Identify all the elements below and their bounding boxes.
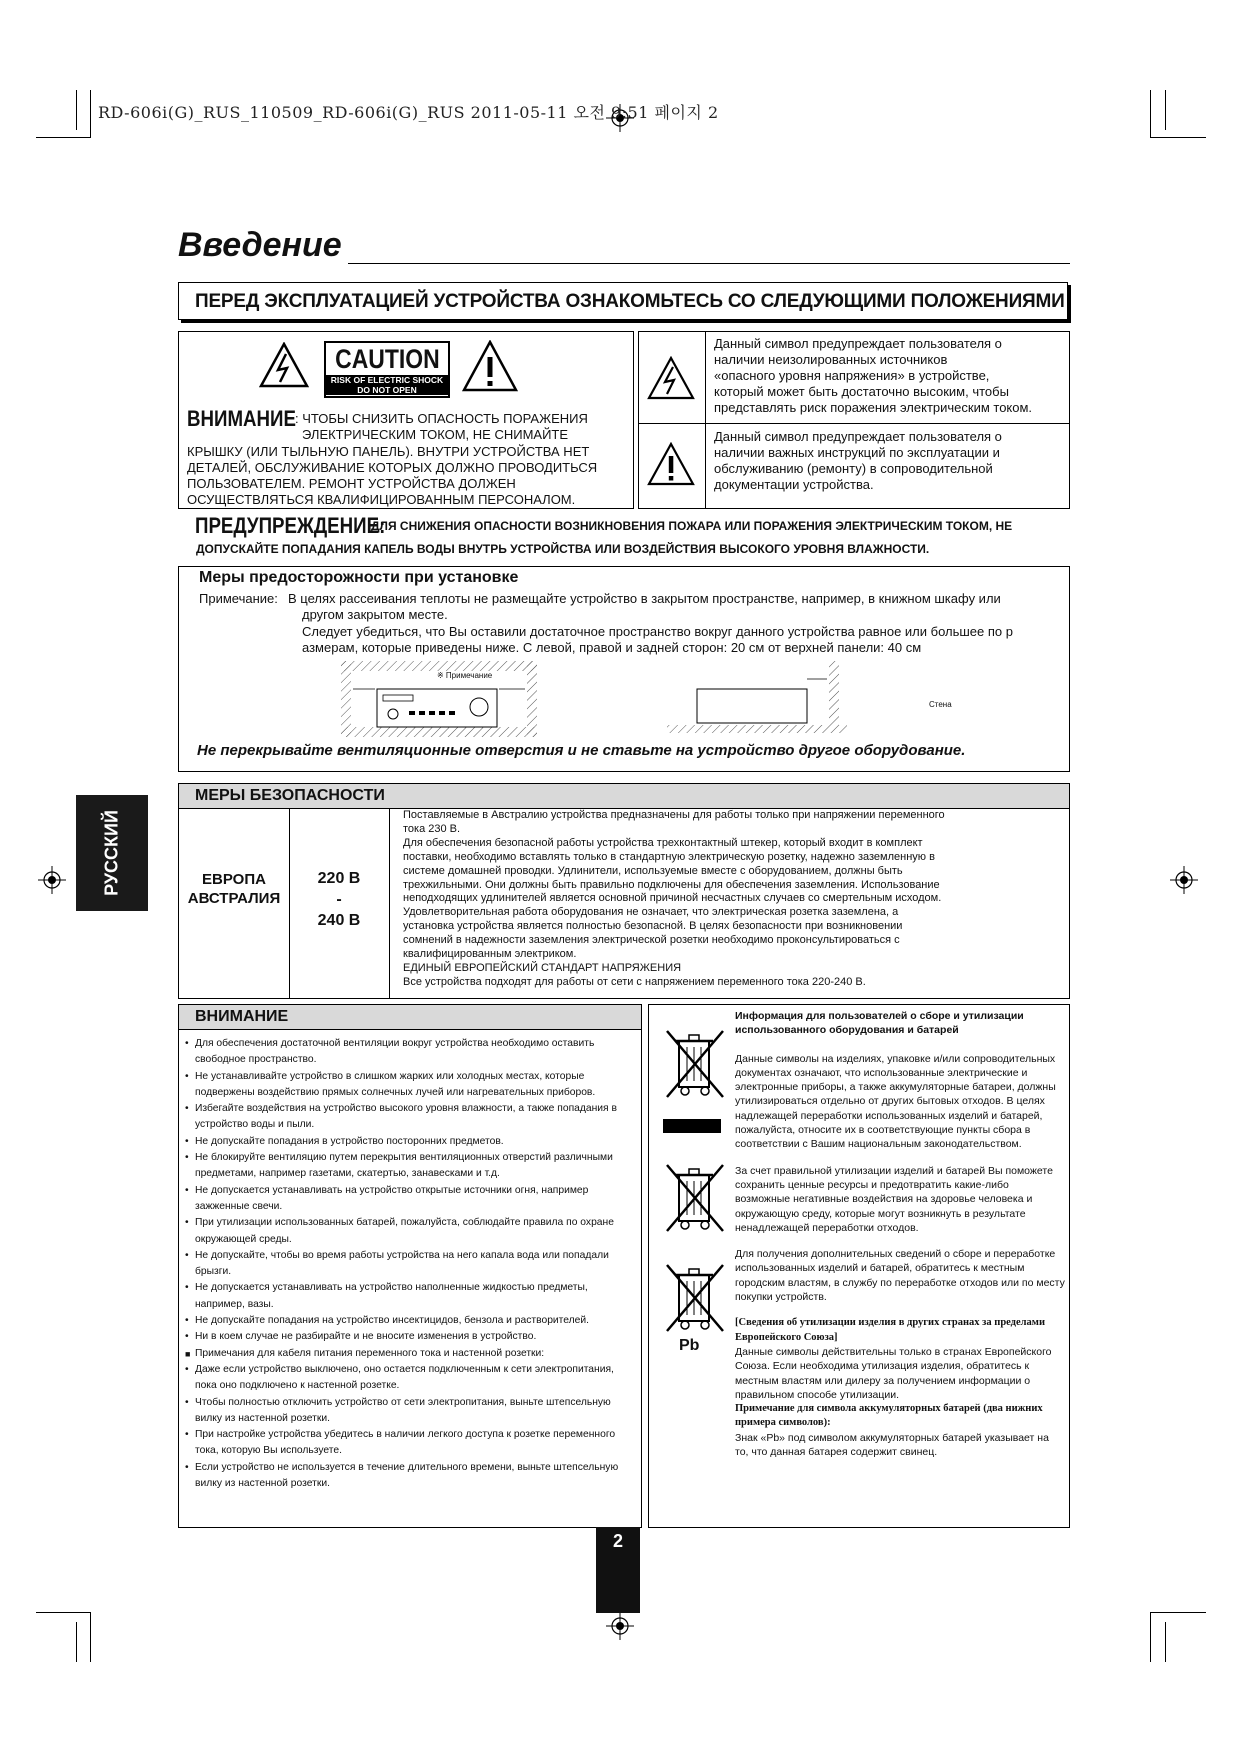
notice-banner-text: ПЕРЕД ЭКСПЛУАТАЦИЕЙ УСТРОЙСТВА ОЗНАКОМЬТЕСЬ СО СЛЕДУЮЩИМИ ПОЛОЖЕНИЯМИ <box>195 291 1065 312</box>
list-item: • Не устанавливайте устройство в слишком жарких или холодных местах, которые подвержены воздействию прямых солнечных лучей или нагревательных приборов. <box>185 1069 633 1102</box>
safety-line: трехжильными. Они должны быть правильно подключены для обеспечения заземления. Использование <box>403 878 940 891</box>
list-item: • Для обеспечения достаточной вентиляции вокруг устройства необходимо оставить свободное пространство. <box>185 1036 633 1069</box>
list-item: • Избегайте воздействия на устройство высокого уровня влажности, а также попадания в устройство воды и пыли. <box>185 1101 633 1134</box>
safety-col-divider-2 <box>389 808 390 998</box>
page-number: 2 <box>612 1531 623 1551</box>
warning-text-1: ДЛЯ СНИЖЕНИЯ ОПАСНОСТИ ВОЗНИКНОВЕНИЯ ПОЖАРА ИЛИ ПОРАЖЕНИЯ ЭЛЕКТРИЧЕСКИМ ТОКОМ, НЕ <box>371 519 1013 533</box>
list-item: • При настройке устройства убедитесь в наличии легкого доступа к розетке переменного тока, которую Вы используете. <box>185 1427 633 1460</box>
crop-mark <box>76 90 77 130</box>
voltage-min: 220 В <box>317 870 361 887</box>
pb-symbol: Pb <box>679 1337 700 1354</box>
safety-line: поставки, необходимо вставлять только в стандартную электрическую розетку, надежно заземленную в <box>403 850 935 863</box>
disposal-title-1: Информация для пользователей о сборе и утилизации <box>735 1010 1024 1022</box>
list-item: • Даже если устройство выключено, оно остается подключенным к сети электропитания, пока оно подключено к настенной розетке. <box>185 1362 633 1395</box>
symbol2-line: Данный символ предупреждает пользователя о <box>714 429 1002 444</box>
language-side-tab <box>76 795 148 911</box>
list-item: • Не блокируйте вентиляцию путем перекрытия вентиляционных отверстий различными предметами, например газетами, скатертью, занавесками и т.д. <box>185 1150 633 1183</box>
caution-box <box>178 331 634 509</box>
crop-mark <box>90 1612 91 1662</box>
caution-line-2: ЭЛЕКТРИЧЕСКИМ ТОКОМ, НЕ СНИМАЙТЕ <box>302 427 569 442</box>
symbol1-line: «опасного уровня напряжения» в устройстве, <box>714 368 990 383</box>
wall-label: Стена <box>929 700 952 709</box>
safety-line: сомнений в надежности заземления электрической розетки необходимо проконсультироваться с <box>403 934 900 947</box>
crop-mark <box>1150 90 1151 138</box>
crop-mark <box>76 1622 77 1662</box>
registration-mark-icon <box>606 1612 634 1640</box>
disposal-p4-head: [Сведения об утилизации изделия в других странах за пределами Европейского Союза] <box>735 1317 1045 1343</box>
language-label: РУССКИЙ <box>101 810 122 896</box>
install-note-label: Примечание: <box>199 591 278 606</box>
symbol2-line: наличии важных инструкций по эксплуатации и <box>714 445 1000 460</box>
symbol1-line: который может быть достаточно высоким, чтобы <box>714 384 1009 399</box>
caution-line-5: ПОЛЬЗОВАТЕЛЕМ. РЕМОНТ УСТРОЙСТВА ДОЛЖЕН <box>187 476 516 491</box>
caution-line-3: КРЫШКУ (ИЛИ ТЫЛЬНУЮ ПАНЕЛЬ). ВНУТРИ УСТРОЙСТВА НЕТ <box>187 444 590 459</box>
caution-sub-1: RISK OF ELECTRIC SHOCK <box>326 375 448 385</box>
disposal-p1: Данные символы на изделиях, упаковке и/или сопроводительных документах означают, что использованные электрические и электронные приборы, а также аккумуляторные батареи, должны утилизироваться отдельно от других бытовых отходов. В целях надлежащей переработки использованных изделий и батарей, пожалуйста, относите их в соответствующие пункты сбора в соответствии с Вашим национальным законодательством. <box>735 1052 1056 1151</box>
crossed-bin-icon <box>663 1161 727 1235</box>
caution-sub-2: DO NOT OPEN <box>326 385 448 395</box>
wall-diagram <box>667 659 867 739</box>
disposal-p2: За счет правильной утилизации изделий и батарей Вы поможете сохранить ценные ресурсы и предотвратить какие-либо возможные негативные воздействия на здоровье человека и окружающую среду, которые могут возникнуть в результате ненадлежащей переработки отходов. <box>735 1164 1053 1234</box>
install-footer: Не перекрывайте вентиляционные отверстия и не ставьте на устройство другое оборудование. <box>197 742 966 759</box>
safety-header <box>179 784 1069 809</box>
exclamation-warning-icon <box>647 442 695 486</box>
disposal-title-2: использованного оборудования и батарей <box>735 1024 959 1037</box>
list-item: • Не допускайте попадания в устройство посторонних предметов. <box>185 1134 633 1150</box>
safety-line: ЕДИНЫЙ ЕВРОПЕЙСКИЙ СТАНДАРТ НАПРЯЖЕНИЯ <box>403 961 682 974</box>
caution-label <box>324 341 450 398</box>
safety-line: системе домашней проводки. Удлинители, используемые вместе с оборудованием, должны быть <box>403 864 903 877</box>
warning-text-2: ДОПУСКАЙТЕ ПОПАДАНИЯ КАПЕЛЬ ВОДЫ ВНУТРЬ УСТРОЙСТВА ИЛИ ВОЗДЕЙСТВИЯ ВЫСОКОГО УРОВНЯ ВЛАЖНОСТИ. <box>196 542 930 556</box>
exclamation-warning-icon <box>462 340 518 392</box>
safety-line: неподходящих удлинителей является основной причиной несчастных случаев со смертельным исходом. <box>403 892 942 905</box>
list-item: • При утилизации использованных батарей, пожалуйста, соблюдайте правила по охране окружающей среды. <box>185 1215 633 1248</box>
notice-banner <box>178 282 1068 320</box>
black-bar-symbol <box>663 1119 721 1133</box>
disposal-text <box>735 1009 1065 1459</box>
vnimanie-word: ВНИМАНИЕ <box>187 406 296 431</box>
install-note-2: другом закрытом месте. <box>302 607 448 622</box>
install-note-4: азмерам, которые приведены ниже. С левой, правой и задней сторон: 20 см от верхней панели: 40 см <box>302 640 922 655</box>
list-item: • Чтобы полностью отключить устройство от сети электропитания, выньте штепсельную вилку из настенной розетки. <box>185 1395 633 1428</box>
symbol-divider-h <box>639 423 1069 424</box>
voltage-dash: - <box>336 891 342 908</box>
symbol-explanation-box <box>638 331 1070 509</box>
install-note-1: В целях рассеивания теплоты не размещайте устройство в закрытом пространстве, например, в книжном шкафу или <box>288 591 1001 606</box>
print-header-line: RD-606i(G)_RUS_110509_RD-606i(G)_RUS 2011-05-11 오전 9:51 페이지 2 <box>98 103 719 122</box>
safety-line: Удовлетворительная работа оборудования не означает, что электрическая розетка заземлена, а <box>403 906 899 919</box>
list-item: • Не допускается устанавливать на устройство открытые источники огня, например зажженные свечи. <box>185 1183 633 1216</box>
symbol2-line: обслуживанию (ремонту) в сопроводительной <box>714 461 993 476</box>
caution-line-4: ДЕТАЛЕЙ, ОБСЛУЖИВАНИЕ КОТОРЫХ ДОЛЖНО ПРОВОДИТЬСЯ <box>187 460 598 475</box>
disposal-p3: Для получения дополнительных сведений о сборе и переработке использованных изделий и батарей, обратитесь к местным городским властям, в службу по переработке отходов или по месту покупки устройств. <box>735 1248 1065 1304</box>
list-item: • Не допускайте попадания на устройство инсектицидов, бензола и растворителей. <box>185 1313 633 1329</box>
crop-mark <box>1165 1622 1166 1662</box>
page-title: Введение <box>178 226 342 264</box>
diagram-note-label: ※ Примечание <box>437 671 493 680</box>
symbol-divider-v <box>705 332 706 508</box>
registration-mark-icon <box>38 866 66 894</box>
disposal-p5: Знак «Pb» под символом аккумуляторных батарей указывает на то, что данная батарея содержит свинец. <box>735 1431 1049 1459</box>
crossed-bin-icon <box>663 1261 727 1335</box>
warning-line-1 <box>195 513 1013 539</box>
warning-head: ПРЕДУПРЕЖДЕНИЕ: <box>195 513 386 538</box>
symbol1-line: представлять риск поражения электрическим током. <box>714 400 1033 415</box>
install-precautions-box <box>178 566 1070 772</box>
safety-box <box>178 783 1070 999</box>
caution-line-6: ОСУЩЕСТВЛЯТЬСЯ КВАЛИФИЦИРОВАННЫМ ПЕРСОНАЛОМ. <box>187 492 576 507</box>
disposal-box <box>648 1004 1070 1528</box>
disposal-p5-head: Примечание для символа аккумуляторных батарей (два нижних примера символов): <box>735 1403 1043 1429</box>
safety-line: установка устройства является полностью безопасной. В целях безопасности при возникновении <box>403 920 903 933</box>
safety-line: Все устройства подходят для работы от сети с напряжением переменного тока 220-240 В. <box>403 975 866 988</box>
symbol2-text <box>714 429 1002 493</box>
safety-voltage <box>289 868 389 931</box>
symbol1-line: наличии неизолированных источников <box>714 352 948 367</box>
crop-mark <box>1165 90 1166 130</box>
caution-line-1: : ЧТОБЫ СНИЗИТЬ ОПАСНОСТЬ ПОРАЖЕНИЯ <box>295 411 588 426</box>
list-item: • Если устройство не используется в течение длительного времени, выньте штепсельную вилку из настенной розетки. <box>185 1460 633 1493</box>
attention-box <box>178 1004 642 1528</box>
caution-word: CAUTION <box>335 344 440 374</box>
install-note-3: Следует убедиться, что Вы оставили достаточное пространство вокруг данного устройства равное или большее по р <box>302 624 1013 639</box>
disposal-p4: Данные символы действительны только в странах Европейского Союза. Если необходима утилизация изделия, обратитесь к местным властям или дилеру за получением информации о правильном способе утилизации. <box>735 1345 1052 1401</box>
attention-list <box>185 1036 633 1492</box>
voltage-max: 240 В <box>317 912 361 929</box>
list-item: • Не допускается устанавливать на устройство наполненные жидкостью предметы, например, вазы. <box>185 1280 633 1313</box>
registration-mark-icon <box>1170 866 1198 894</box>
attention-title: ВНИМАНИЕ <box>195 1008 289 1025</box>
symbol1-text <box>714 336 1032 416</box>
safety-line: Для обеспечения безопасной работы устройства трехконтактный штекер, который входит в комплект <box>403 836 923 849</box>
list-item: • Ни в коем случае не разбирайте и не вносите изменения в устройство. <box>185 1329 633 1345</box>
crop-mark <box>36 137 90 138</box>
crop-mark <box>1150 1612 1151 1662</box>
crop-mark <box>90 90 91 138</box>
lightning-warning-icon <box>647 356 695 400</box>
safety-line: квалифицированным электриком. <box>403 948 577 961</box>
list-item: ■ Примечания для кабеля питания переменного тока и настенной розетки: <box>185 1346 633 1362</box>
lightning-warning-icon <box>259 342 309 388</box>
crop-mark <box>1150 1612 1206 1613</box>
symbol2-line: документации устройства. <box>714 477 874 492</box>
safety-line: Поставляемые в Австралию устройства предназначены для работы только при напряжении переменного <box>403 809 945 821</box>
symbol1-line: Данный символ предупреждает пользователя о <box>714 336 1002 351</box>
safety-title: МЕРЫ БЕЗОПАСНОСТИ <box>195 787 385 804</box>
region-australia: АВСТРАЛИЯ <box>187 890 281 907</box>
attention-header <box>179 1005 641 1030</box>
safety-line: тока 230 В. <box>403 822 461 835</box>
title-rule <box>348 263 1070 264</box>
install-title: Меры предосторожности при установке <box>199 569 519 586</box>
safety-text <box>403 809 945 990</box>
list-item: • Не допускайте, чтобы во время работы устройства на него капала вода или попадали брызги. <box>185 1248 633 1281</box>
region-europe: ЕВРОПА <box>202 871 266 888</box>
page-number-tab <box>596 1527 640 1613</box>
crossed-bin-icon <box>663 1027 727 1101</box>
safety-region <box>179 870 289 908</box>
crop-mark <box>1150 137 1206 138</box>
crop-mark <box>36 1612 90 1613</box>
